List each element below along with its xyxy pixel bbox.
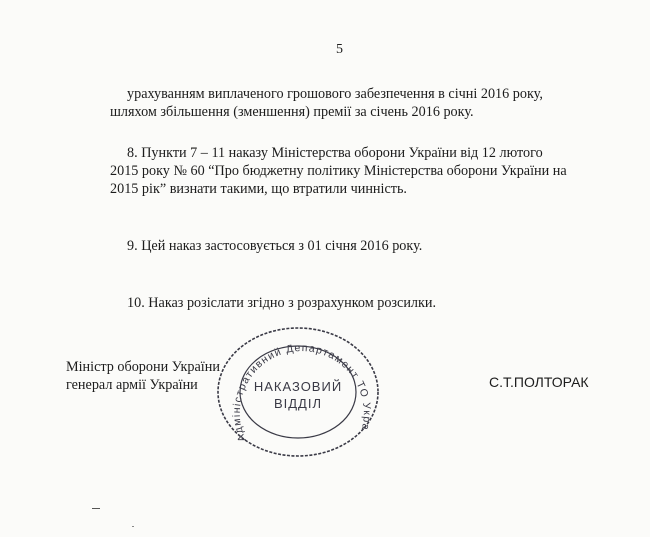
paragraph-9: 9. Цей наказ застосовується з 01 січня 2016 року.	[127, 238, 423, 254]
paragraph-10: 10. Наказ розіслати згідно з розрахунком розсилки.	[127, 295, 437, 311]
official-stamp	[208, 313, 382, 450]
paragraph-8-line: 2015 року № 60 “Про бюджетну політику Міністерства оборони України на	[110, 163, 567, 179]
paragraph-line: шляхом збільшення (зменшення) премії за січень 2016 року.	[110, 104, 474, 120]
page-number: 5	[336, 42, 343, 57]
stamp-center-line1: НАКАЗОВИЙ	[253, 379, 343, 394]
scan-mark	[92, 508, 100, 509]
signatory-position: Міністр оборони України	[66, 359, 220, 375]
signatory-name: С.Т.ПОЛТОРАК	[489, 374, 589, 390]
paragraph-line: урахуванням виплаченого грошового забезпечення в січні 2016 року,	[127, 86, 543, 102]
signatory-rank: генерал армії України	[66, 377, 198, 393]
scan-mark	[132, 526, 134, 527]
paragraph-8-line: 8. Пункти 7 – 11 наказу Міністерства оборони України від 12 лютого	[127, 145, 543, 161]
stamp-ring-text: Адміністративний Департамент ТО України	[208, 313, 373, 444]
stamp-center-line2: ВІДДІЛ	[273, 396, 323, 411]
paragraph-8-line: 2015 рік” визнати такими, що втратили чинність.	[110, 181, 407, 197]
